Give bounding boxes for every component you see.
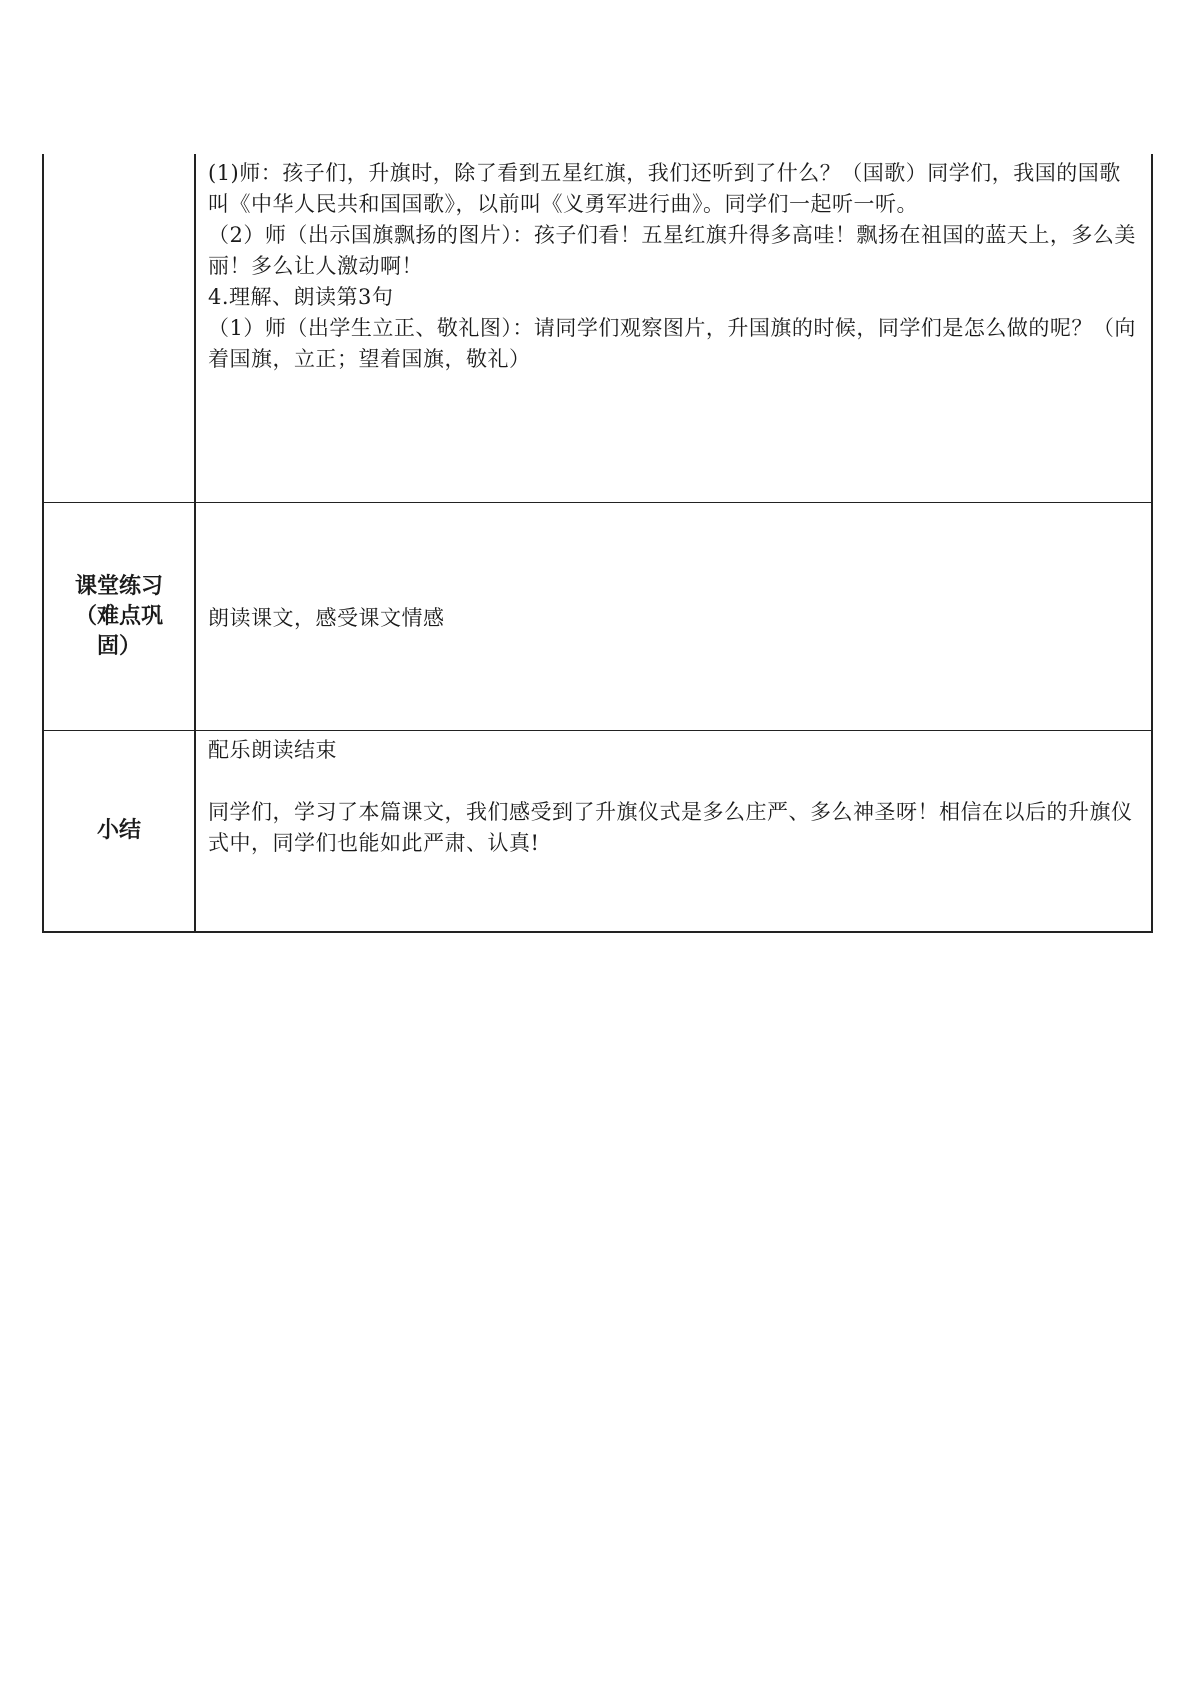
row-label-text: 课堂练习（难点巩固） xyxy=(74,573,163,659)
row-label xyxy=(43,154,195,503)
paragraph: （2）师（出示国旗飘扬的图片）：孩子们看！五星红旗升得多高哇！飘扬在祖国的蓝天上，多么美丽！多么让人激动啊！ xyxy=(208,223,1136,278)
paragraph: 4.理解、朗读第3句 xyxy=(208,285,394,309)
table-row xyxy=(43,731,1152,933)
table-row xyxy=(43,503,1152,731)
paragraph: 配乐朗读结束 xyxy=(208,738,337,762)
row-content xyxy=(195,503,1152,731)
row-content xyxy=(195,154,1152,503)
row-label xyxy=(43,731,195,933)
paragraph-spacer xyxy=(208,766,1139,797)
lesson-plan-table xyxy=(42,154,1153,933)
paragraph: (1)师：孩子们，升旗时，除了看到五星红旗，我们还听到了什么？（国歌）同学们，我国的国歌叫《中华人民共和国国歌》，以前叫《义勇军进行曲》。同学们一起听一听。 xyxy=(208,161,1121,216)
table-row xyxy=(43,154,1152,503)
row-label-text: 小结 xyxy=(96,818,141,843)
paragraph: 朗读课文，感受课文情感 xyxy=(208,606,445,630)
row-content xyxy=(195,731,1152,933)
row-label xyxy=(43,503,195,731)
paragraph: （1）师（出学生立正、敬礼图）：请同学们观察图片，升国旗的时候，同学们是怎么做的呢？（向着国旗，立正；望着国旗，敬礼） xyxy=(208,316,1136,371)
paragraph: 同学们，学习了本篇课文，我们感受到了升旗仪式是多么庄严、多么神圣呀！相信在以后的升旗仪式中，同学们也能如此严肃、认真! xyxy=(208,800,1133,855)
